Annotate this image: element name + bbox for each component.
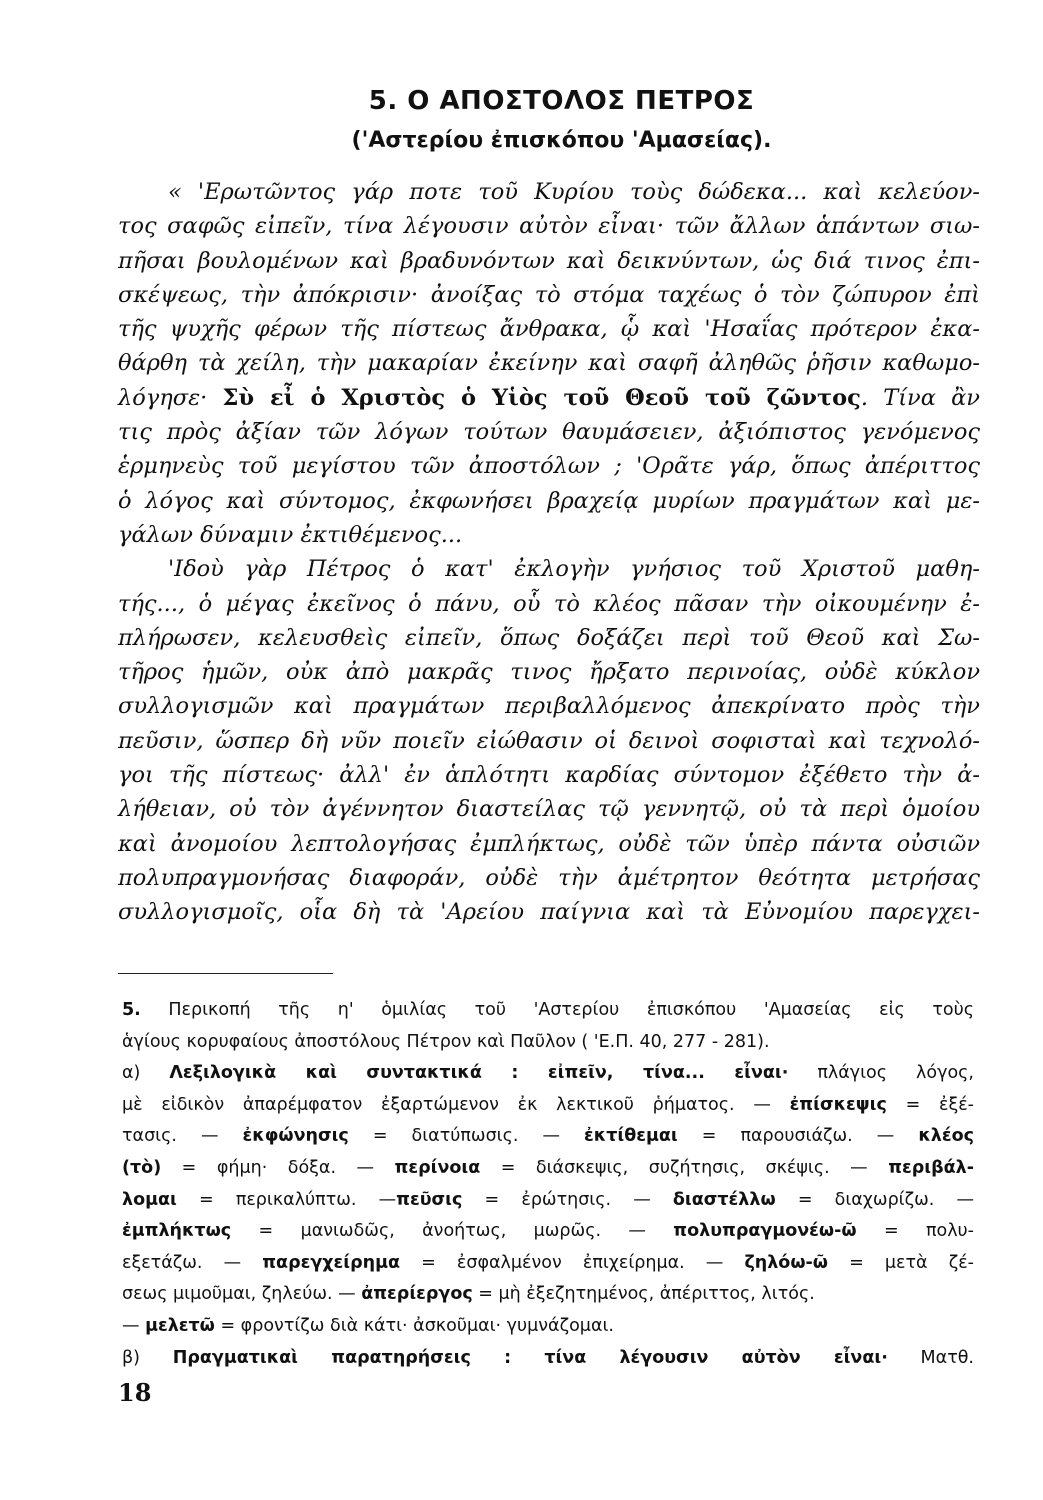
section-title: 5. Ο ΑΠΟΣΤΟΛΟΣ ΠΕΤΡΟΣ (368, 86, 755, 116)
note-line (122, 1090, 974, 1122)
glossary-term: 5. (122, 1000, 141, 1020)
glossary-term: (τὸ) (122, 1157, 162, 1178)
text-line (118, 792, 980, 826)
note-line (122, 1153, 974, 1185)
note-text: = διαχωρίζω. — (775, 1189, 975, 1210)
note-line (122, 1343, 974, 1375)
note-text: μὲ εἰδικὸν ἀπαρέμφατον ἐξαρτώμενον ἐκ λεκτικοῦ ῥήματος. — (122, 1094, 790, 1115)
text-span: πῆσαι βουλομένων καὶ βραδυνόντων καὶ δεικνύντων, ὡς διά τινος ἐπι- (118, 247, 980, 274)
note-text: τασις. — (122, 1126, 243, 1147)
note-line (122, 1027, 974, 1059)
note-text: = διατύπωσις. — (348, 1126, 585, 1147)
text-line (118, 689, 980, 723)
note-text: = ἐρώτησις. — (462, 1189, 673, 1210)
text-line (118, 209, 980, 243)
text-line (118, 484, 980, 518)
note-text: ἁγίους κορυφαίους ἀποστόλους Πέτρον καὶ Παῦλον ( 'Ε.Π. 40, 277 - 281). (122, 1031, 770, 1052)
note-text: β) (122, 1347, 173, 1368)
glossary-term: ἐκφώνησις (242, 1126, 349, 1147)
text-span: πολυπραγμονήσας διαφοράν, οὐδὲ τὴν ἀμέτρητον θεότητα μετρήσας (118, 864, 980, 891)
note-line (122, 995, 974, 1027)
text-span: σκέψεως, τὴν ἀπόκρισιν· ἀνοίξας τὸ στόμα ταχέως ὁ τὸν ζώπυρον ἐπὶ (118, 281, 980, 308)
text-line (118, 655, 980, 689)
note-line (122, 1121, 974, 1153)
note-line (122, 1185, 974, 1217)
text-line (118, 861, 980, 895)
text-span: τις πρὸς ἀξίαν τῶν λόγων τούτων θαυμάσειεν, ἀξιόπιστος γενόμενος (118, 419, 980, 446)
note-text: = περικαλύπτω. — (176, 1189, 397, 1210)
glossary-term: ἀπερίεργος (361, 1284, 473, 1305)
text-span: λόγησε· (118, 384, 223, 411)
note-text: εξετάζω. — (122, 1252, 263, 1273)
glossary-term: πεῦσις (396, 1189, 463, 1210)
note-text: = πολυ- (856, 1221, 974, 1242)
text-line (118, 175, 980, 209)
text-span: πεῦσιν, ὥσπερ δὴ νῦν ποιεῖν εἰώθασιν οἱ δεινοὶ σοφισταὶ καὶ τεχνολό- (118, 727, 980, 754)
glossary-term: Πραγματικαὶ παρατηρήσεις : τίνα λέγουσιν αὐτὸν εἶναι· (172, 1347, 888, 1368)
text-span: ἑρμηνεὺς τοῦ μεγίστου τῶν ἀποστόλων ; 'Ορᾶτε γάρ, ὅπως ἀπέριττος (118, 453, 980, 480)
glossary-term: ἐμπλήκτως (122, 1221, 232, 1242)
glossary-term: Λεξιλογικὰ καὶ συντακτικά : εἰπεῖν, τίνα... εἶναι· (169, 1063, 789, 1084)
note-text: = μὴ ἐξεζητημένος, ἀπέριττος, λιτός. (472, 1284, 815, 1305)
text-span: θάρθη τὰ χείλη, τὴν μακαρίαν ἐκείνην καὶ σαφῆ ἀληθῶς ῥῆσιν καθωμο- (118, 350, 980, 377)
text-line (118, 724, 980, 758)
text-line (118, 381, 980, 415)
note-line (122, 1248, 974, 1280)
text-line (118, 587, 980, 621)
text-line (118, 312, 980, 346)
text-span: « 'Ερωτῶντος γάρ ποτε τοῦ Κυρίου τοὺς δώδεκα... καὶ κελεύον- (168, 179, 980, 205)
text-span: καὶ ἀνομοίου λεπτολογήσας ἐμπλήκτως, οὐδὲ τῶν ὑπὲρ πάντα οὐσιῶν (118, 830, 980, 857)
glossary-term: περιβάλ- (888, 1157, 975, 1178)
glossary-term: ἐπίσκεψις (789, 1094, 887, 1115)
note-text: = παρουσιάζω. — (677, 1126, 919, 1147)
section-subtitle: ('Αστερίου ἐπισκόπου 'Αμασείας). (351, 128, 772, 153)
text-span: γάλων δύναμιν ἐκτιθέμενος... (118, 521, 463, 548)
note-text: = φροντίζω διὰ κάτι· ἀσκοῦμαι· γυμνάζομαι. (214, 1315, 614, 1336)
note-line (122, 1058, 974, 1090)
text-span: . Τίνα ἂν (860, 384, 980, 411)
commentary-notes (122, 995, 974, 1374)
note-text: = μετὰ ζέ- (828, 1252, 974, 1273)
note-text: = ἐσφαλμένον ἐπιχείρημα. — (400, 1252, 745, 1273)
note-text: σεως μιμοῦμαι, ζηλεύω. — (122, 1284, 362, 1305)
text-line (118, 244, 980, 278)
note-text: πλάγιος λόγος, (788, 1063, 974, 1084)
page-number: 18 (118, 1378, 152, 1407)
text-line (118, 758, 980, 792)
text-span: 'Ιδοὺ γὰρ Πέτρος ὁ κατ' ἐκλογὴν γνήσιος τοῦ Χριστοῦ μαθη- (168, 556, 980, 583)
text-line (118, 415, 980, 449)
text-line (118, 278, 980, 312)
glossary-term: ἐκτίθεμαι (584, 1126, 678, 1147)
note-text: = ἐξέ- (886, 1094, 974, 1115)
text-span: τος σαφῶς εἰπεῖν, τίνα λέγουσιν αὐτὸν εἶναι· τῶν ἄλλων ἁπάντων σιω- (118, 213, 980, 240)
note-text: = διάσκεψις, συζήτησις, σκέψις. — (480, 1157, 889, 1178)
text-span: ὁ λόγος καὶ σύντομος, ἐκφωνήσει βραχείᾳ μυρίων πραγμάτων καὶ με- (118, 487, 980, 514)
note-line (122, 1311, 974, 1343)
text-span: πλήρωσεν, κελευσθεὶς εἰπεῖν, ὅπως δοξάζει περὶ τοῦ Θεοῦ καὶ Σω- (118, 624, 980, 651)
glossary-term: λομαι (122, 1189, 177, 1210)
note-line (122, 1216, 974, 1248)
text-span: τής..., ὁ μέγας ἐκεῖνος ὁ πάνυ, οὗ τὸ κλέος πᾶσαν τὴν οἰκουμένην ἐ- (118, 590, 980, 617)
text-line (118, 895, 980, 929)
text-span: γοι τῆς πίστεως· ἀλλ' ἐν ἁπλότητι καρδίας σύντομον ἐξέθετο τὴν ἀ- (118, 762, 980, 789)
glossary-term: πολυπραγμονέω-ῶ (673, 1221, 857, 1242)
glossary-term: περίνοια (394, 1157, 481, 1178)
text-span: τῆρος ἡμῶν, οὐκ ἀπὸ μακρᾶς τινος ἤρξατο περινοίας, οὐδὲ κύκλον (118, 659, 980, 686)
footnote-divider (118, 973, 333, 974)
glossary-term: παρεγχείρημα (262, 1252, 401, 1273)
note-text: — (122, 1315, 146, 1336)
text-span: λήθειαν, οὐ τὸν ἀγέννητον διαστείλας τῷ γεννητῷ, οὐ τὰ περὶ ὁμοίου (118, 796, 980, 823)
note-line (122, 1279, 974, 1311)
note-text: = φήμη· δόξα. — (161, 1157, 395, 1178)
text-line (118, 827, 980, 861)
glossary-term: μελετῶ (145, 1315, 215, 1336)
text-line (118, 449, 980, 483)
glossary-term: κλέος (918, 1126, 974, 1147)
text-line (118, 621, 980, 655)
main-text (118, 175, 980, 930)
glossary-term: διαστέλλω (672, 1189, 776, 1210)
note-text: Ματθ. (887, 1347, 974, 1368)
text-line (118, 552, 980, 586)
text-span: συλλογισμοῖς, οἷα δὴ τὰ 'Αρείου παίγνια καὶ τὰ Εὐνομίου παρεγχει- (118, 899, 980, 926)
text-span: συλλογισμῶν καὶ πραγμάτων περιβαλλόμενος ἀπεκρίνατο πρὸς τὴν (118, 693, 980, 720)
glossary-term: ζηλόω-ῶ (744, 1252, 829, 1273)
text-span: τῆς ψυχῆς φέρων τῆς πίστεως ἄνθρακα, ᾧ καὶ 'Ησαΐας πρότερον ἐκα- (118, 316, 980, 343)
note-text: α) (122, 1063, 170, 1084)
text-line (118, 518, 980, 552)
emphasis-span: Σὺ εἶ ὁ Χριστὸς ὁ Υἱὸς τοῦ Θεοῦ τοῦ ζῶντος (222, 384, 861, 411)
note-text: Περικοπή τῆς η' ὁμιλίας τοῦ 'Αστερίου ἐπισκόπου 'Αμασείας εἰς τοὺς (140, 1000, 974, 1020)
note-text: = μανιωδῶς, ἀνοήτως, μωρῶς. — (231, 1221, 674, 1242)
text-line (118, 346, 980, 380)
